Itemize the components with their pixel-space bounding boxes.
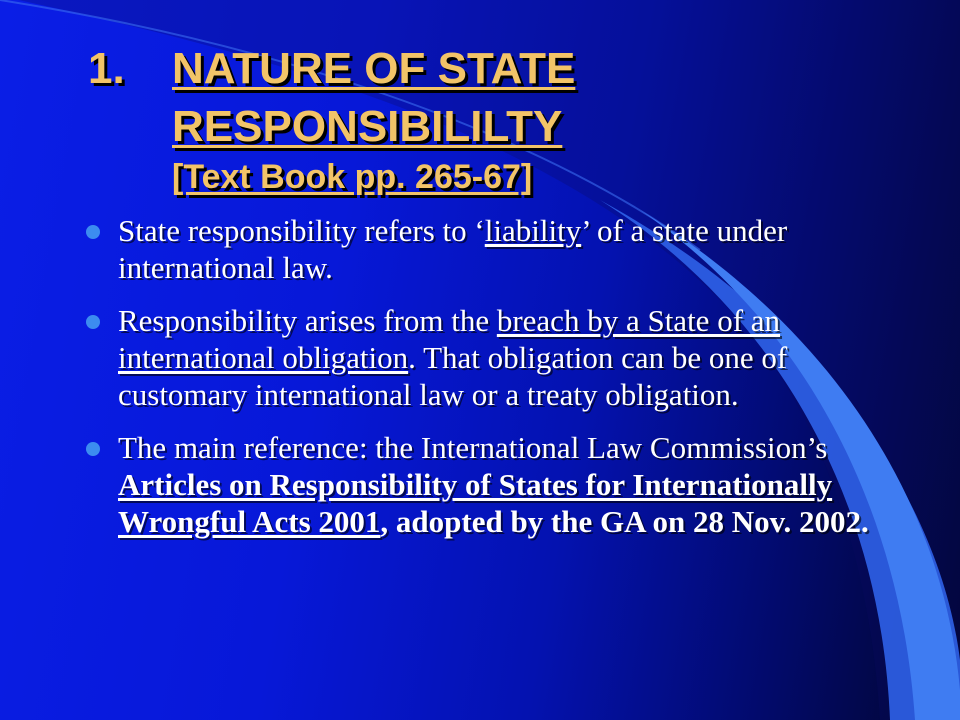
bullet-dot-icon — [86, 225, 100, 239]
title-line-1: NATURE OF STATE — [172, 44, 576, 93]
bullet-text: . That obligation can be one of customary international law or a treaty obligation. — [118, 340, 788, 412]
bullet-underlined-text: liability — [484, 213, 582, 248]
bullet-text: State responsibility refers to ‘ — [118, 213, 485, 248]
bullet-item — [86, 302, 876, 413]
bullet-dot-icon — [86, 442, 100, 456]
bullet-underlined-text: breach by a State of an international obligation — [118, 303, 781, 375]
bullet-text: Responsibility arises from the — [118, 303, 497, 338]
bullet-item — [86, 212, 876, 286]
bullet-text: ’ of a state under international law. — [118, 213, 788, 285]
bullet-bold-text: , adopted by the GA on 28 Nov. 2002. — [380, 504, 869, 539]
bullet-list — [86, 212, 876, 556]
title-number: 1. — [88, 44, 125, 93]
title-subtitle: [Text Book pp. 265-67] — [172, 158, 533, 196]
slide-title — [88, 40, 908, 198]
bullet-text: The main reference: the International Law Commission’s — [118, 430, 828, 465]
bullet-dot-icon — [86, 315, 100, 329]
bullet-item — [86, 429, 876, 540]
title-line-2: RESPONSIBILILTY — [172, 102, 563, 151]
bullet-bold-underlined-text: Articles on Responsibility of States for Internationally Wrongful Acts 2001 — [118, 467, 833, 539]
